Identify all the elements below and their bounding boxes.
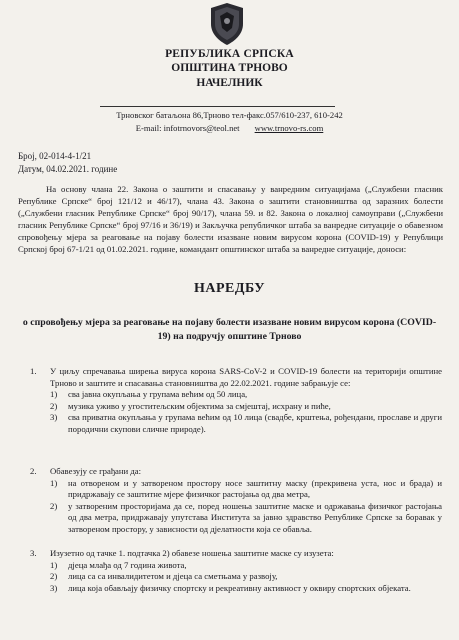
section-text: Обавезују се грађани да: <box>50 466 142 476</box>
list-item <box>50 478 442 501</box>
website-link[interactable]: www.trnovo-rs.com <box>254 123 324 133</box>
list-item-number: 3) <box>50 412 58 423</box>
list-item-text: сва приватна окупљања у групама већим од 10 лица (свадбе, крштења, рођендани, прославе и други породични скупови сличне природе). <box>68 412 442 434</box>
list-item-text: сва јавна окупљања у групама већим од 50 лица, <box>68 389 248 400</box>
list-item-text: дјеца млађа од 7 година живота, <box>68 559 187 570</box>
list-item <box>50 571 442 583</box>
list-item-number: 1) <box>50 389 58 400</box>
list-item-number: 1) <box>50 559 58 570</box>
section-number: 2. <box>30 466 37 476</box>
list-item <box>50 412 442 435</box>
list-item <box>50 501 442 536</box>
list-item-number: 2) <box>50 571 58 582</box>
header-municipality: ОПШТИНА ТРНОВО <box>171 62 288 74</box>
header-contacts <box>0 123 459 133</box>
list-item-text: лица која обављају физичку спортску и рекреативну активност у оквиру спортских објеката. <box>68 582 411 593</box>
section-3 <box>30 548 442 594</box>
email-address[interactable]: infotrnovors@teol.net <box>163 123 240 133</box>
list-item-number: 2) <box>50 400 58 411</box>
section-1 <box>30 366 442 436</box>
intro-paragraph: На основу члана 22. Закона о заштити и спасавању у ванредним ситуацијама („Службени гласник Републике Српске“ број 121/12 и 46/17), члана 43. Закона о заштити становништва од заразних болести („Службени гласник Републике Српске“ број 90/17), члана 59. и 82. Закона о локалној самоуправи („Службени гласник Републике Српске“ број 97/16 и 36/19) и Закључка републичког штаба за ванредне ситуације о обавезном спровођењу мјера за реаговање на појаву болести изазване новим вирусом корона (COVID-19) у Републици Српској број 67-1/21 од 01.02.2021. године, командант општинског штаба за ванредне ситуације, доноси: <box>18 184 443 254</box>
list-item <box>50 560 442 572</box>
list-item <box>50 401 442 413</box>
list-item <box>50 389 442 401</box>
coat-of-arms-emblem <box>207 2 247 46</box>
section-number: 1. <box>30 366 37 376</box>
list-item-text: у затвореним просторијама да се, поред ношења заштитне маске и одржавања физичког растојања од два метра, придржавају упутстава Института за јавно здравство Републике Српске за боравак у затвореном простору, у зависности од дјелатности која се обавља. <box>68 500 442 534</box>
document-title: НАРЕДБУ <box>193 281 266 296</box>
list-item-number: 3) <box>50 582 58 593</box>
header-divider <box>100 106 335 107</box>
document-number: Број, 02-014-4-1/21 <box>18 151 92 161</box>
header-office: НАЧЕЛНИК <box>196 77 263 89</box>
list-item-text: на отвореном и у затвореном простору носе заштитну маску (прекривена уста, нос и брада) и придржавају се заштитне мјере физичког растојања од два метра, <box>68 477 442 500</box>
list-item-text: музика уживо у угоститељским објектима за смјештај, исхрану и пиће, <box>68 400 331 411</box>
list-item <box>50 583 442 595</box>
list-item-text: лица са са инвалидитетом и дјеца са сметњама у развоју, <box>68 571 278 582</box>
list-item-number: 2) <box>50 500 58 511</box>
section-number: 3. <box>30 548 37 558</box>
document-date: Датум, 04.02.2021. године <box>18 164 118 174</box>
email-label: E-mail: <box>135 123 162 133</box>
list-item-number: 1) <box>50 477 58 488</box>
section-text: Изузетно од тачке 1. подтачка 2) обавезе ношења заштитне маске су изузета: <box>50 548 334 558</box>
header-address: Трновског батаљона 86,Трново тел-факс.057/610-237, 610-242 <box>116 110 343 120</box>
header-republic: РЕПУБЛИКА СРПСКА <box>165 48 294 60</box>
section-2 <box>30 466 442 536</box>
section-text: У циљу спречавања ширења вируса корона SARS-CoV-2 и COVID-19 болести на територији општине Трново и заштите и спасавања становништва до 22.02.2021. године забрањује се: <box>50 366 442 388</box>
document-subtitle: о спровођењу мјера за реаговање на појаву болести изазване новим вирусом корона (COVID-19) на подручју општине Трново <box>22 317 437 342</box>
